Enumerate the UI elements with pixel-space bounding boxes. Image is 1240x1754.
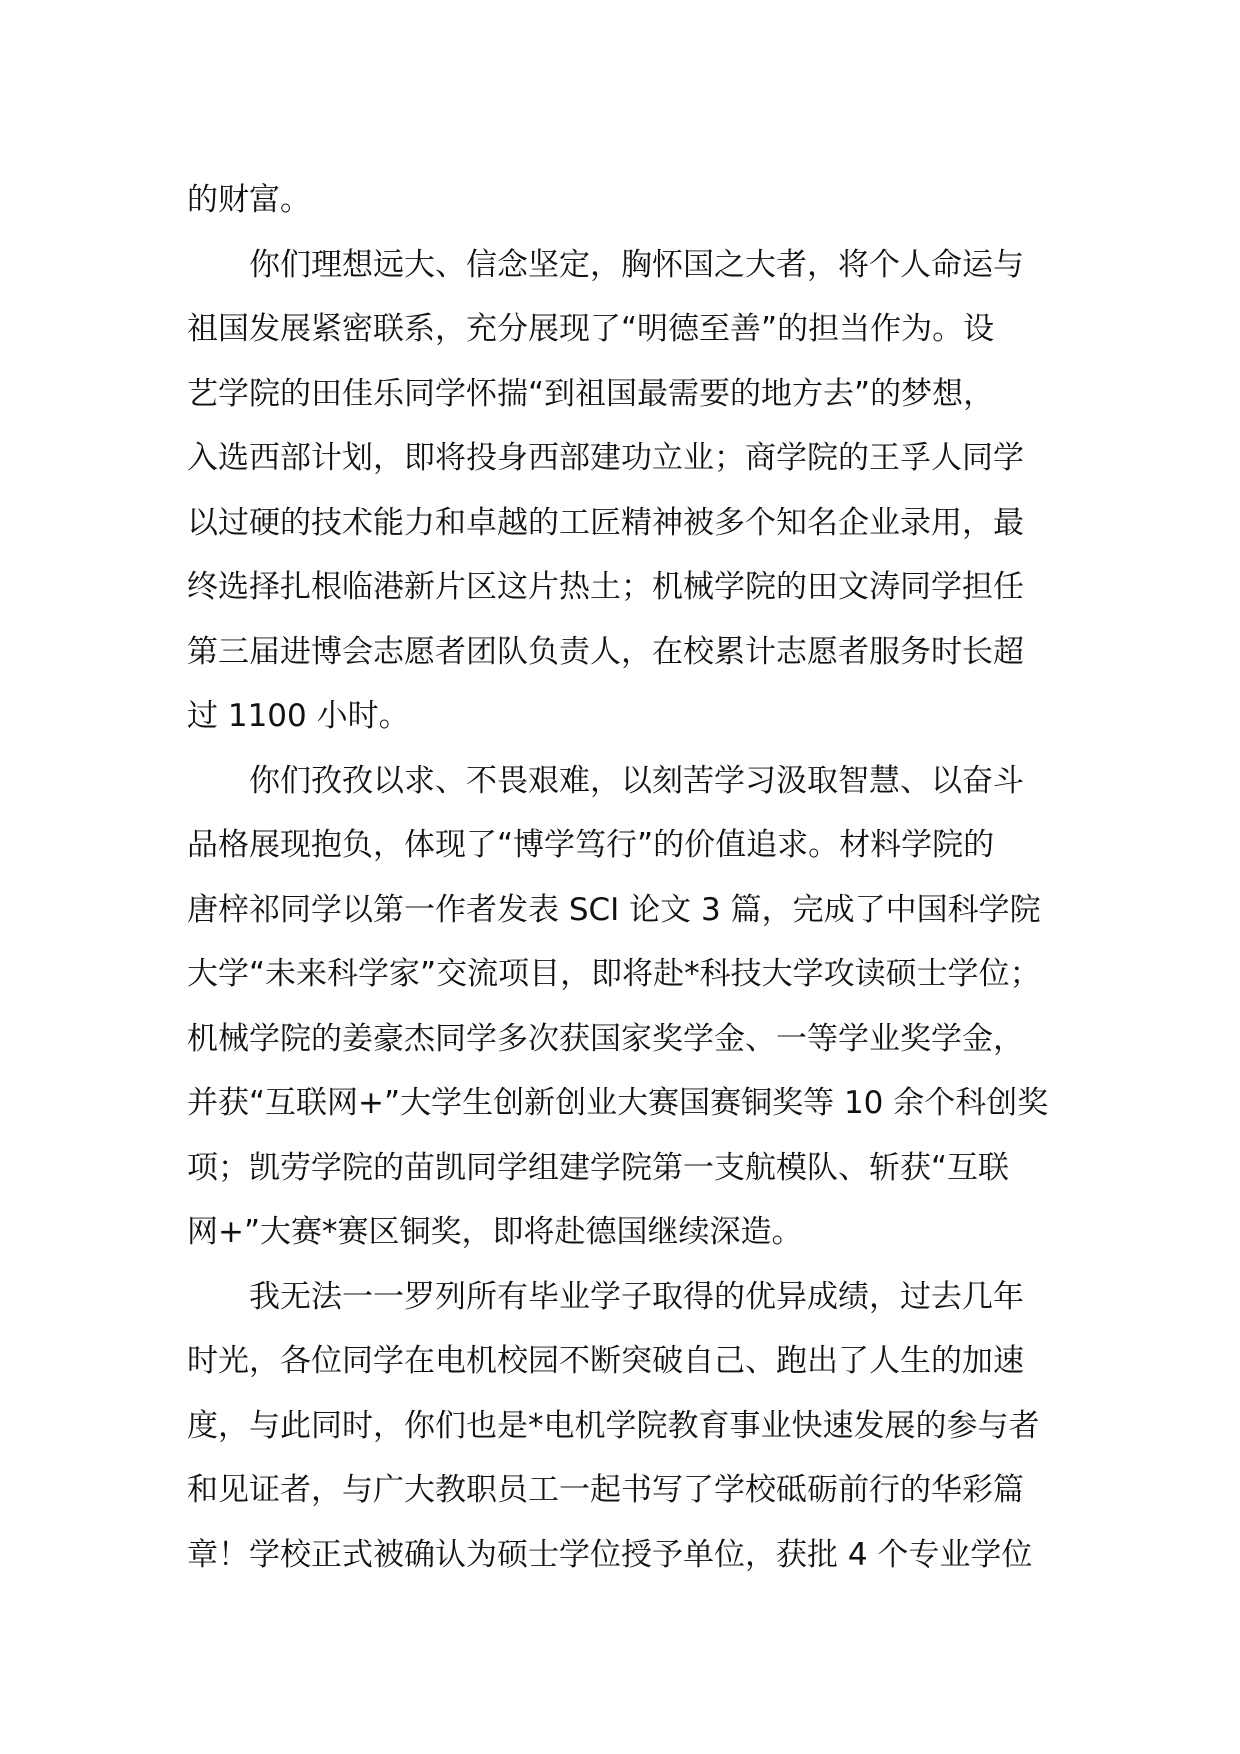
- text-line: 你们理想远大、信念坚定，胸怀国之大者，将个人命运与: [249, 246, 1024, 283]
- text-line: 唐梓祁同学以第一作者发表 SCI 论文 3 篇，完成了中国科学院: [187, 891, 1041, 928]
- text-line: 祖国发展紧密联系，充分展现了“明德至善”的担当作为。设: [187, 311, 995, 347]
- document-body: [187, 168, 1077, 1587]
- text-line: 你们孜孜以求、不畏艰难，以刻苦学习汲取智慧、以奋斗: [249, 762, 1024, 799]
- text-line: 第三届进博会志愿者团队负责人，在校累计志愿者服务时长超: [187, 633, 1024, 670]
- text-line: 并获“互联网+”大学生创新创业大赛国赛铜奖等 10 余个科创奖: [187, 1085, 1049, 1121]
- text-line: 网+”大赛*赛区铜奖，即将赴德国继续深造。: [187, 1214, 803, 1250]
- text-line: 艺学院的田佳乐同学怀揣“到祖国最需要的地方去”的梦想，: [187, 375, 995, 412]
- text-line: 的财富。: [187, 182, 311, 218]
- text-line: 终选择扎根临港新片区这片热土；机械学院的田文涛同学担任: [187, 569, 1024, 605]
- text-line: 我无法一一罗列所有毕业学子取得的优异成绩，过去几年: [249, 1278, 1024, 1315]
- text-line: 章！学校正式被确认为硕士学位授予单位，获批 4 个专业学位: [187, 1536, 1033, 1573]
- text-line: 和见证者，与广大教职员工一起书写了学校砥砺前行的华彩篇: [187, 1472, 1024, 1508]
- text-line: 项；凯劳学院的苗凯同学组建学院第一支航模队、斩获“互联: [187, 1149, 1010, 1186]
- text-line: 品格展现抱负，体现了“博学笃行”的价值追求。材料学院的: [187, 827, 995, 863]
- text-line: 入选西部计划，即将投身西部建功立业；商学院的王孚人同学: [187, 440, 1024, 476]
- text-line: 过 1100 小时。: [187, 698, 410, 734]
- text-line: 以过硬的技术能力和卓越的工匠精神被多个知名企业录用，最: [187, 504, 1024, 541]
- text-line: 大学“未来科学家”交流项目，即将赴*科技大学攻读硕士学位；: [187, 956, 1041, 992]
- text-line: 机械学院的姜豪杰同学多次获国家奖学金、一等学业奖学金，: [187, 1020, 1024, 1057]
- text-line: 时光，各位同学在电机校园不断突破自己、跑出了人生的加速: [187, 1343, 1024, 1379]
- text-line: 度，与此同时，你们也是*电机学院教育事业快速发展的参与者: [187, 1407, 1040, 1444]
